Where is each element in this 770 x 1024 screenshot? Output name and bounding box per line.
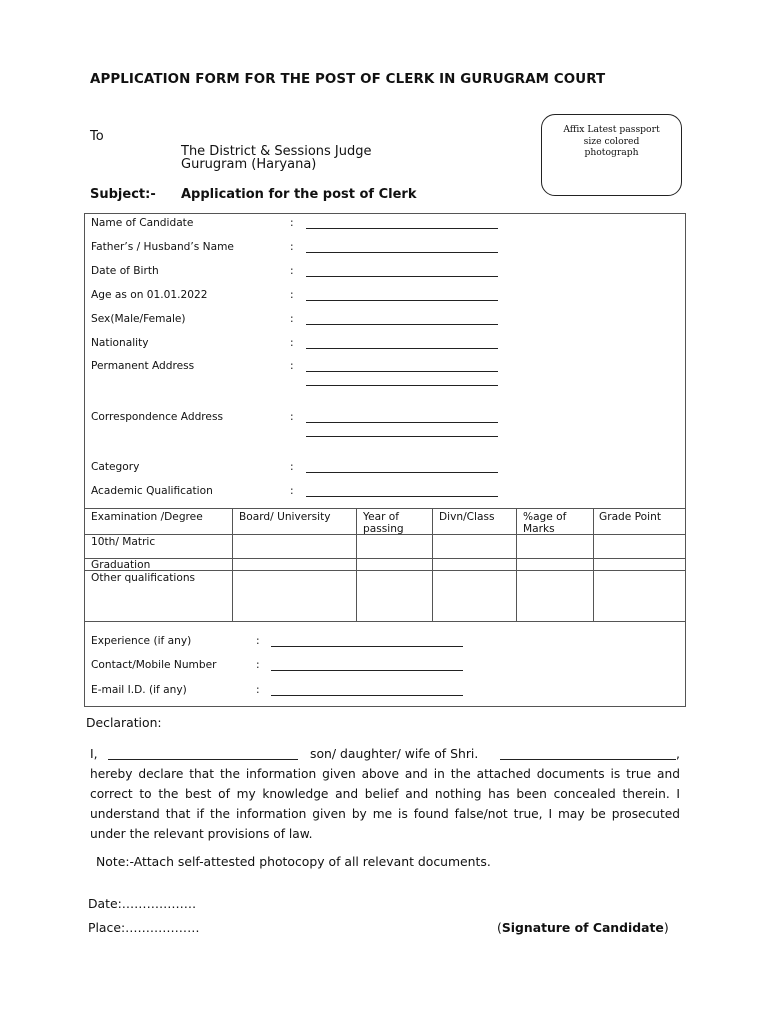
field-label-age: Age as on 01.01.2022 — [91, 289, 208, 301]
table-border — [84, 508, 686, 509]
photo-box-line-1: Affix Latest passport — [563, 124, 660, 135]
table-header-division: Divn/Class — [439, 511, 495, 523]
field-label-name: Name of Candidate — [91, 217, 194, 229]
date-field[interactable]: Date:……………… — [88, 896, 197, 911]
field-colon: : — [290, 217, 294, 229]
declaration-i: I, — [90, 746, 98, 761]
signature-label — [497, 920, 669, 935]
field-colon: : — [290, 461, 294, 473]
addressee-line-1: The District & Sessions Judge — [181, 144, 372, 159]
table-row-matric: 10th/ Matric — [91, 536, 156, 548]
table-header-board: Board/ University — [239, 511, 331, 523]
photo-box[interactable] — [541, 114, 682, 196]
correspondence-address-input-line[interactable] — [306, 422, 498, 423]
field-colon: : — [290, 313, 294, 325]
table-border — [356, 508, 357, 622]
nationality-input-line[interactable] — [306, 348, 498, 349]
place-field[interactable]: Place:……………… — [88, 920, 200, 935]
field-colon: : — [290, 485, 294, 497]
email-input-line[interactable] — [271, 695, 463, 696]
field-colon: : — [290, 411, 294, 423]
parent-spouse-name-input-line[interactable] — [500, 759, 676, 760]
declaration-heading: Declaration: — [86, 715, 162, 730]
age-input-line[interactable] — [306, 300, 498, 301]
table-border — [516, 508, 517, 622]
contact-number-input-line[interactable] — [271, 670, 463, 671]
correspondence-address-input-line[interactable] — [306, 436, 498, 437]
table-border — [84, 570, 686, 571]
experience-input-line[interactable] — [271, 646, 463, 647]
field-label-academic-qualification: Academic Qualification — [91, 485, 213, 497]
signature-text: Signature of Candidate — [501, 920, 664, 935]
signature-close-paren: ) — [663, 920, 669, 935]
table-border — [593, 508, 594, 622]
table-border — [232, 508, 233, 622]
father-husband-name-input-line[interactable] — [306, 252, 498, 253]
table-header-marks: %age of Marks — [523, 511, 567, 535]
table-row-other-qualifications: Other qualifications — [91, 572, 196, 584]
table-border — [432, 508, 433, 622]
table-border — [84, 558, 686, 559]
photo-box-line-2: size colored — [583, 135, 640, 147]
field-colon: : — [290, 337, 294, 349]
field-label-category: Category — [91, 461, 140, 473]
field-label-experience: Experience (if any) — [91, 635, 192, 647]
table-border — [84, 621, 686, 622]
field-label-date-of-birth: Date of Birth — [91, 265, 159, 277]
field-label-permanent-address: Permanent Address — [91, 360, 195, 372]
field-colon: : — [290, 360, 294, 372]
field-colon: : — [290, 289, 294, 301]
applicant-name-input-line[interactable] — [108, 759, 298, 760]
signature-open-paren: ( — [497, 920, 502, 935]
candidate-details-box — [84, 213, 686, 707]
field-label-sex: Sex(Male/Female) — [91, 313, 186, 325]
permanent-address-input-line[interactable] — [306, 371, 498, 372]
academic-qualification-input-line[interactable] — [306, 496, 498, 497]
table-header-examination: Examination /Degree — [91, 511, 203, 523]
declaration-body: hereby declare that the information given above and in the attached documents is true and correct to the best of my knowledge and belief and nothing has been concealed therein. I understand that if the information given by me is found false/not true, I may be prosecuted under the relevant provisions of law. — [90, 767, 680, 841]
sex-input-line[interactable] — [306, 324, 498, 325]
field-colon: : — [256, 635, 260, 647]
to-label: To — [90, 129, 104, 144]
declaration-comma: , — [676, 746, 680, 761]
permanent-address-input-line[interactable] — [306, 385, 498, 386]
field-colon: : — [290, 265, 294, 277]
table-row-graduation: Graduation — [91, 559, 151, 571]
field-label-contact-number: Contact/Mobile Number — [91, 659, 217, 671]
date-of-birth-input-line[interactable] — [306, 276, 498, 277]
declaration-relation-text: son/ daughter/ wife of Shri. — [310, 746, 479, 761]
name-input-line[interactable] — [306, 228, 498, 229]
addressee-line-2: Gurugram (Haryana) — [181, 157, 317, 172]
field-label-father-husband-name: Father’s / Husband’s Name — [91, 241, 234, 253]
field-label-email: E-mail I.D. (if any) — [91, 684, 187, 696]
field-label-correspondence-address: Correspondence Address — [91, 411, 223, 423]
subject-text: Application for the post of Clerk — [181, 187, 417, 202]
subject-label: Subject:- — [90, 187, 156, 202]
form-title: APPLICATION FORM FOR THE POST OF CLERK IN GURUGRAM COURT — [90, 72, 606, 87]
photo-box-line-3: photograph — [584, 147, 639, 158]
field-label-nationality: Nationality — [91, 337, 149, 349]
field-colon: : — [256, 684, 260, 696]
table-header-grade-point: Grade Point — [599, 511, 661, 523]
attachment-note: Note:-Attach self-attested photocopy of all relevant documents. — [96, 854, 491, 869]
field-colon: : — [256, 659, 260, 671]
table-header-year: Year of passing — [363, 511, 404, 535]
field-colon: : — [290, 241, 294, 253]
category-input-line[interactable] — [306, 472, 498, 473]
